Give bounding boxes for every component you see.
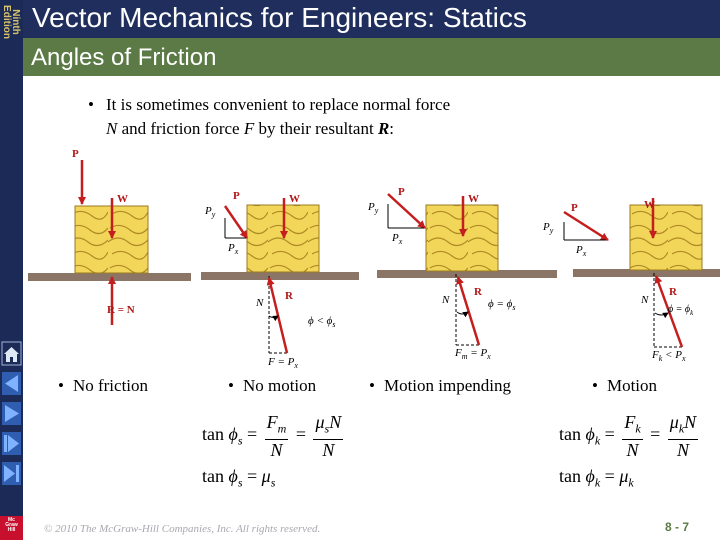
phi-arc <box>457 312 468 314</box>
label-px: $P_x$ <box>576 244 587 258</box>
next-slide-icon[interactable] <box>1 430 22 457</box>
mcgraw-hill-logo <box>0 516 23 540</box>
label-phi-equals-phik: $\phi = \phi_k$ <box>668 304 694 317</box>
wood-block <box>630 205 702 270</box>
label-w: W <box>117 193 128 205</box>
equation-kinetic-tan: $\tan \phi_k$ = $\frac{F_k}{N}$ = $\frac{\mu_kN}{N}$ <box>559 412 697 460</box>
label-n: N <box>256 297 264 309</box>
symbol-n: N <box>106 119 118 138</box>
label-n: N <box>641 294 649 306</box>
label-w: W <box>468 193 479 205</box>
label-py: $P_y$ <box>368 201 379 215</box>
previous-slide-icon[interactable] <box>1 400 22 427</box>
logo-line-1: Mc <box>8 517 15 523</box>
first-slide-icon[interactable] <box>1 370 22 397</box>
label-w: W <box>644 199 655 211</box>
logo-line-3: Hill <box>7 527 16 533</box>
label-fk-less-px: $F_k < P_x$ <box>652 349 686 363</box>
label-py: $P_y$ <box>205 205 216 219</box>
equation-kinetic-mu: $\tan \phi_k = \mu_k$ <box>559 466 634 490</box>
logo-line-2: Graw <box>5 522 18 528</box>
label-py: $P_y$ <box>543 221 554 235</box>
nav-sidebar <box>0 0 23 540</box>
friction-diagrams <box>28 140 720 370</box>
label-px: $P_x$ <box>228 242 239 256</box>
ground-surface <box>28 273 191 281</box>
label-r: R <box>285 290 293 302</box>
label-p: P <box>398 186 405 198</box>
symbol-r: R <box>377 119 390 138</box>
slide-title: Vector Mechanics for Engineers: Statics <box>32 2 527 33</box>
caption-motion-impending: • Motion impending <box>369 376 511 395</box>
slide-subtitle: Angles of Friction <box>31 44 217 71</box>
edition-label <box>0 0 23 44</box>
diagram-motion <box>542 198 720 363</box>
home-icon[interactable] <box>1 340 22 367</box>
caption-motion: • Motion <box>592 376 658 395</box>
caption-no-motion: • No motion <box>228 376 317 395</box>
edition-text: Ninth Edition <box>1 5 21 39</box>
bullet-marker: • <box>88 95 94 114</box>
intro-line-1: It is sometimes convenient to replace normal force <box>106 95 451 114</box>
caption-no-friction: • No friction <box>58 376 149 395</box>
label-n: N <box>442 294 450 306</box>
label-f-equals-px: $F = P_x$ <box>268 356 298 370</box>
copyright-notice: © 2010 The McGraw-Hill Companies, Inc. All rights reserved. <box>44 523 321 535</box>
intro-bullet <box>88 93 558 141</box>
label-phi-less-phis: $\phi < \phi_s$ <box>308 315 336 329</box>
equation-static-mu: $\tan \phi_s = \mu_s$ <box>202 466 276 490</box>
label-r: R <box>669 286 677 298</box>
phi-arc <box>269 316 278 318</box>
title-bar <box>23 0 720 38</box>
label-p: P <box>571 202 578 214</box>
label-px: $P_x$ <box>392 232 403 246</box>
label-phi-equals-phis: $\phi = \phi_s$ <box>488 298 516 312</box>
last-slide-icon[interactable] <box>1 460 22 487</box>
force-p-arrow <box>564 212 608 240</box>
intro-text-a: and friction force <box>117 119 244 138</box>
intro-text-b: by their resultant <box>254 119 378 138</box>
fraction-muk-n-over-n: $\frac{\mu_kN}{N}$ <box>669 412 697 460</box>
label-p: P <box>72 148 79 160</box>
diagram-no-motion <box>201 190 359 370</box>
label-w: W <box>289 193 300 205</box>
label-r-equals-n: R = N <box>107 304 135 316</box>
force-p-arrow <box>225 206 247 238</box>
label-fm-equals-px: $F_m = P_x$ <box>455 347 491 361</box>
label-r: R <box>474 286 482 298</box>
intro-colon: : <box>389 119 395 138</box>
fraction-mus-n-over-n: $\frac{\mu_sN}{N}$ <box>315 412 342 460</box>
slide-number: 8 - 7 <box>665 520 690 534</box>
equation-static-tan: $\tan \phi_s$ = $\frac{F_m}{N}$ = $\frac{\mu_sN}{N}$ <box>202 412 342 460</box>
intro-line-2 <box>106 117 558 141</box>
fraction-fk-over-n: $\frac{F_k}{N}$ <box>624 412 641 460</box>
phi-arc <box>655 313 668 315</box>
symbol-f: F <box>243 119 255 138</box>
fraction-fm-over-n: $\frac{F_m}{N}$ <box>266 412 287 460</box>
label-p: P <box>233 190 240 202</box>
diagram-no-friction <box>28 148 191 325</box>
ground-surface <box>201 272 359 280</box>
subtitle-bar <box>23 38 720 76</box>
diagram-motion-impending <box>367 186 557 361</box>
force-p-arrow <box>388 194 425 228</box>
